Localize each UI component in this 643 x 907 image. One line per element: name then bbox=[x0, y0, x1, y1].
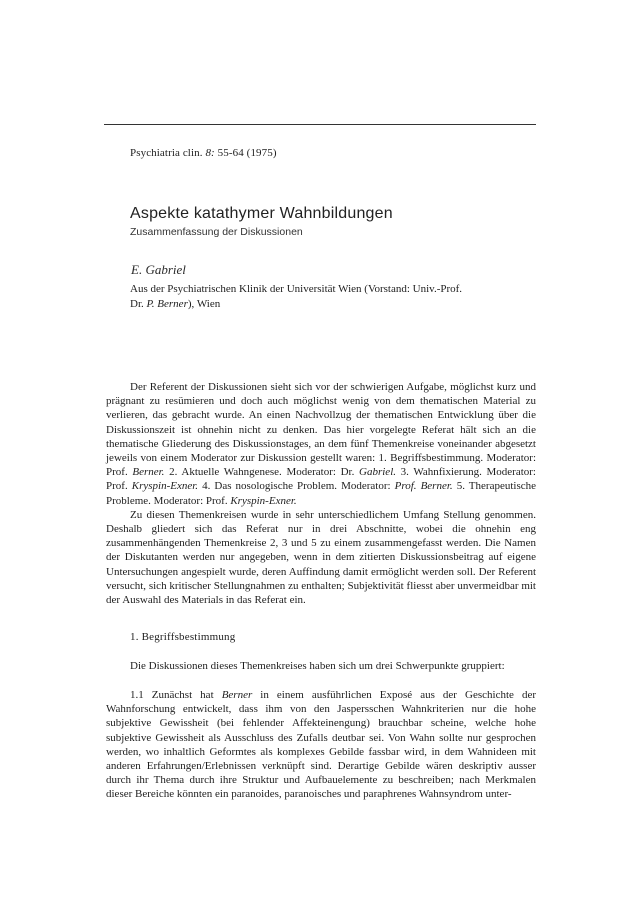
name-berner: Berner. bbox=[132, 466, 165, 479]
article-title: Aspekte katathymer Wahnbildungen bbox=[130, 205, 393, 222]
intro-paragraph-1 bbox=[106, 380, 536, 508]
intro-text-a: Der Referent der Diskussionen sieht sich vor der schwierigen Aufgabe, möglichst kurz und prägnant zu resümieren und doch auch möglichst wenig von dem thematischen Material zu verlieren, das gebracht wurde. An einen Nachvollzug der thematischen Entwicklung über die Diskussionszeit ist ohnehin nicht zu denken. Das hier vorgelegte Referat hält sich an die thematische Gliederung des Diskussionstages, an dem fünf Themenkreise voneinander abgesetzt jeweils von einem Moderator zur Diskussion gestellt waren: 1. Begriffsbestimmung. Moderator: Prof. bbox=[106, 381, 536, 479]
author-name: E. Gabriel bbox=[131, 262, 186, 277]
header-rule bbox=[104, 124, 536, 125]
intro-text-c: 3. Wahnfixierung. Moderator: Prof. bbox=[106, 466, 536, 493]
introduction bbox=[106, 380, 536, 607]
name-kryspin-exner: Kryspin-Exner. bbox=[131, 480, 199, 493]
intro-paragraph-2: Zu diesen Themenkreisen wurde in sehr unterschiedlichem Umfang Stellung genommen. Deshalb gliedert sich das Referat nur in drei Abschnitte, wobei die ohnehin eng zusammenhängenden Themenkreise 2, 3 und 5 zu einem zusammengefasst werden. Die Namen der Diskutanten werden nur angegeben, wenn in dem zitierten Diskussionsbeitrag auf eigene Untersuchungen angespielt wurde, deren Auffindung damit ermöglicht werden soll. Der Referent versucht, sich kritischer Stellungnahmen zu enthalten; Subjektivität fliesst aber unvermeidbar mit der Auswahl des Materials in das Referat ein. bbox=[106, 508, 536, 607]
intro-text-b: 2. Aktuelle Wahngenese. Moderator: Dr. bbox=[164, 466, 360, 479]
affiliation-line-2 bbox=[130, 297, 530, 312]
author-affiliation bbox=[130, 282, 530, 312]
name-kryspin-exner-2: Kryspin-Exner. bbox=[230, 494, 297, 507]
affiliation-suffix: ), Wien bbox=[187, 298, 221, 310]
section-1-paragraph bbox=[106, 688, 536, 802]
intro-text-d: 4. Das nosologische Problem. Moderator: bbox=[198, 480, 395, 493]
journal-citation bbox=[130, 147, 277, 159]
intro-text-e: 5. Therapeutische Probleme. Moderator: Prof. bbox=[106, 480, 536, 507]
journal-pages: 55-64 (1975) bbox=[217, 147, 277, 159]
affiliation-line-1: Aus der Psychiatrischen Klinik der Universität Wien (Vorstand: Univ.-Prof. bbox=[130, 283, 463, 295]
section-text-a: 1.1 Zunächst hat bbox=[130, 689, 222, 701]
section-text-b: in einem ausführlichen Exposé aus der Geschichte der Wahnforschung entwickelt, dass ihm von den Jaspersschen Wahnkriterien nur die hohe subjektive Gewissheit (bei fehlender Affekteinengung) brauchbar scheine, welche hohe subjektive Gewissheit als Ausschluss des Zufalls deutbar sei. Von Wahn sollte nur gesprochen werden, wo inhaltlich Geformtes als komplexes Gebilde fassbar wird, in dem Wahnideen mit anderen Erfahrungen/Erlebnissen verknüpft sind. Derartige Gebilde wären deskriptiv ausser durch ihr Thema durch ihre Struktur und Aufbauelemente zu beschreiben; nach Merkmalen dieser Bereiche könnten ein paranoides, paranoisches und paraphrenes Wahnsyndrom unter- bbox=[106, 689, 536, 801]
name-prof-berner: Prof. Berner. bbox=[394, 480, 453, 493]
journal-name: Psychiatria clin. bbox=[130, 147, 203, 159]
name-gabriel: Gabriel. bbox=[359, 466, 397, 479]
section-heading: 1. Begriffsbestimmung bbox=[130, 631, 236, 643]
name-berner-section: Berner bbox=[221, 689, 253, 701]
journal-volume: 8: bbox=[205, 147, 215, 159]
affiliation-prefix: Dr. bbox=[130, 298, 147, 310]
article-subtitle: Zusammenfassung der Diskussionen bbox=[130, 226, 303, 238]
section-lead: Die Diskussionen dieses Themenkreises haben sich um drei Schwerpunkte gruppiert: bbox=[130, 660, 505, 672]
section-1-body bbox=[106, 688, 536, 802]
affiliation-person: P. Berner bbox=[146, 298, 188, 310]
